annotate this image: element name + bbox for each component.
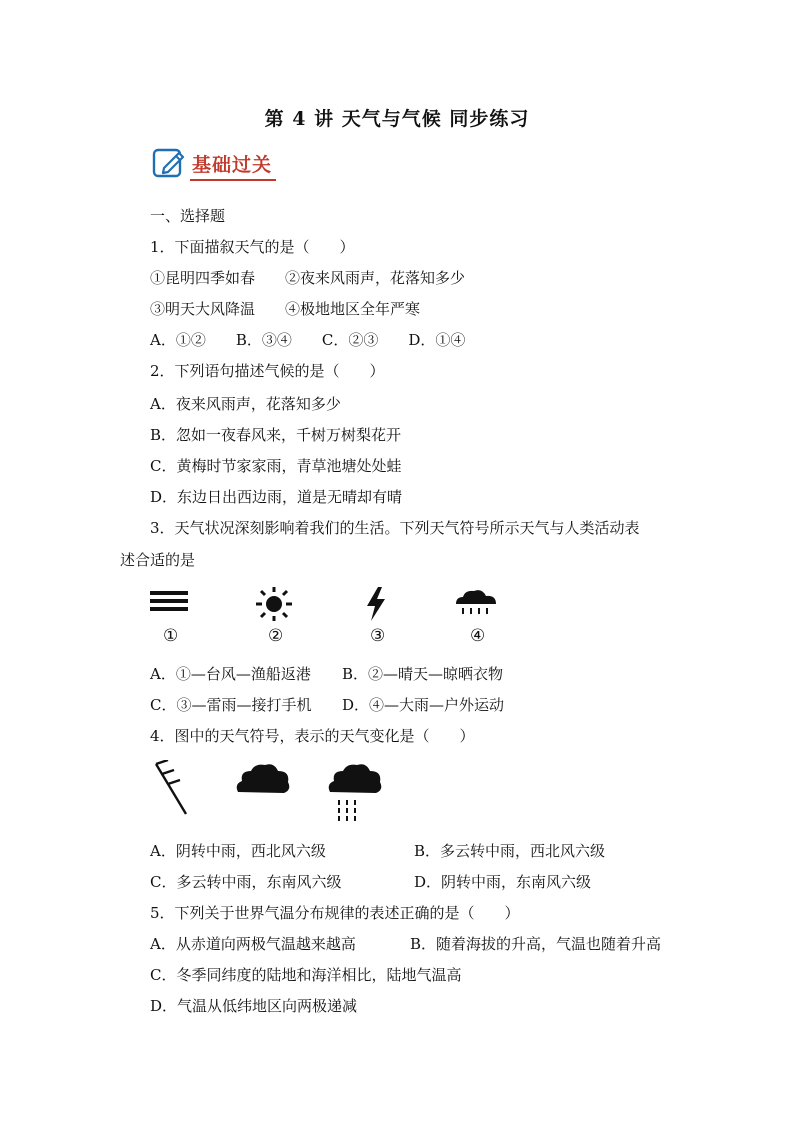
overcast-rain-icon xyxy=(326,762,384,826)
q3-option-a: A．①—台风—渔船返港 xyxy=(150,665,311,683)
q5-option-c: C．冬季同纬度的陆地和海洋相比，陆地气温高 xyxy=(150,966,462,984)
symbol-label-3: ③ xyxy=(370,626,386,646)
q1-stem: 1．下面描叙天气的是（ ） xyxy=(150,238,355,256)
q4-option-c: C．多云转中雨，东南风六级 xyxy=(150,873,342,891)
q4-stem: 4．图中的天气符号，表示的天气变化是（ ） xyxy=(150,727,475,745)
q3-option-c: C．③—雷雨—接打手机 xyxy=(150,696,312,714)
overcast-icon xyxy=(234,762,292,798)
badge-label: 基础过关 xyxy=(192,154,273,176)
q4-option-a: A．阴转中雨，西北风六级 xyxy=(150,842,326,860)
badge-underline xyxy=(190,179,276,181)
q1-items-b: ③明天大风降温 ④极地地区全年严寒 xyxy=(150,300,421,318)
sunny-icon xyxy=(254,586,294,622)
q1-options: A．①② B．③④ C．②③ D．①④ xyxy=(150,331,466,349)
q5-option-b: B．随着海拔的升高，气温也随着升高 xyxy=(410,935,662,953)
page-title: 第 4 讲 天气与气候 同步练习 xyxy=(264,108,530,130)
q5-option-a: A．从赤道向两极气温越来越高 xyxy=(150,935,356,953)
pencil-note-icon xyxy=(152,146,186,180)
q2-option-d: D．东边日出西边雨，道是无晴却有晴 xyxy=(150,488,403,506)
q5-stem: 5．下列关于世界气温分布规律的表述正确的是（ ） xyxy=(150,904,520,922)
q2-option-c: C．黄梅时节家家雨，青草池塘处处蛙 xyxy=(150,457,402,475)
q3-option-b: B．②—晴天—晾晒衣物 xyxy=(342,665,504,683)
thunder-icon xyxy=(364,587,388,621)
q3-option-d: D．④—大雨—户外运动 xyxy=(342,696,505,714)
q4-option-b: B．多云转中雨，西北风六级 xyxy=(414,842,606,860)
rain-icon xyxy=(452,588,500,618)
wind-barb-icon xyxy=(150,760,194,820)
q3-stem-line1: 3．天气状况深刻影响着我们的生活。下列天气符号所示天气与人类活动表 xyxy=(150,519,640,537)
symbol-label-2: ② xyxy=(268,626,284,646)
symbol-label-1: ① xyxy=(163,626,179,646)
q4-option-d: D．阴转中雨，东南风六级 xyxy=(414,873,592,891)
q3-stem-line2: 述合适的是 xyxy=(120,551,196,569)
q2-option-a: A．夜来风雨声，花落知多少 xyxy=(150,395,341,413)
q1-items-a: ①昆明四季如春 ②夜来风雨声，花落知多少 xyxy=(150,269,466,287)
q5-option-d: D．气温从低纬地区向两极递减 xyxy=(150,997,358,1015)
fog-icon xyxy=(150,591,190,615)
symbol-label-4: ④ xyxy=(470,626,486,646)
section-heading: 一、选择题 xyxy=(150,207,226,225)
q2-stem: 2．下列语句描述气候的是（ ） xyxy=(150,362,385,380)
q2-option-b: B．忽如一夜春风来，千树万树梨花开 xyxy=(150,426,402,444)
